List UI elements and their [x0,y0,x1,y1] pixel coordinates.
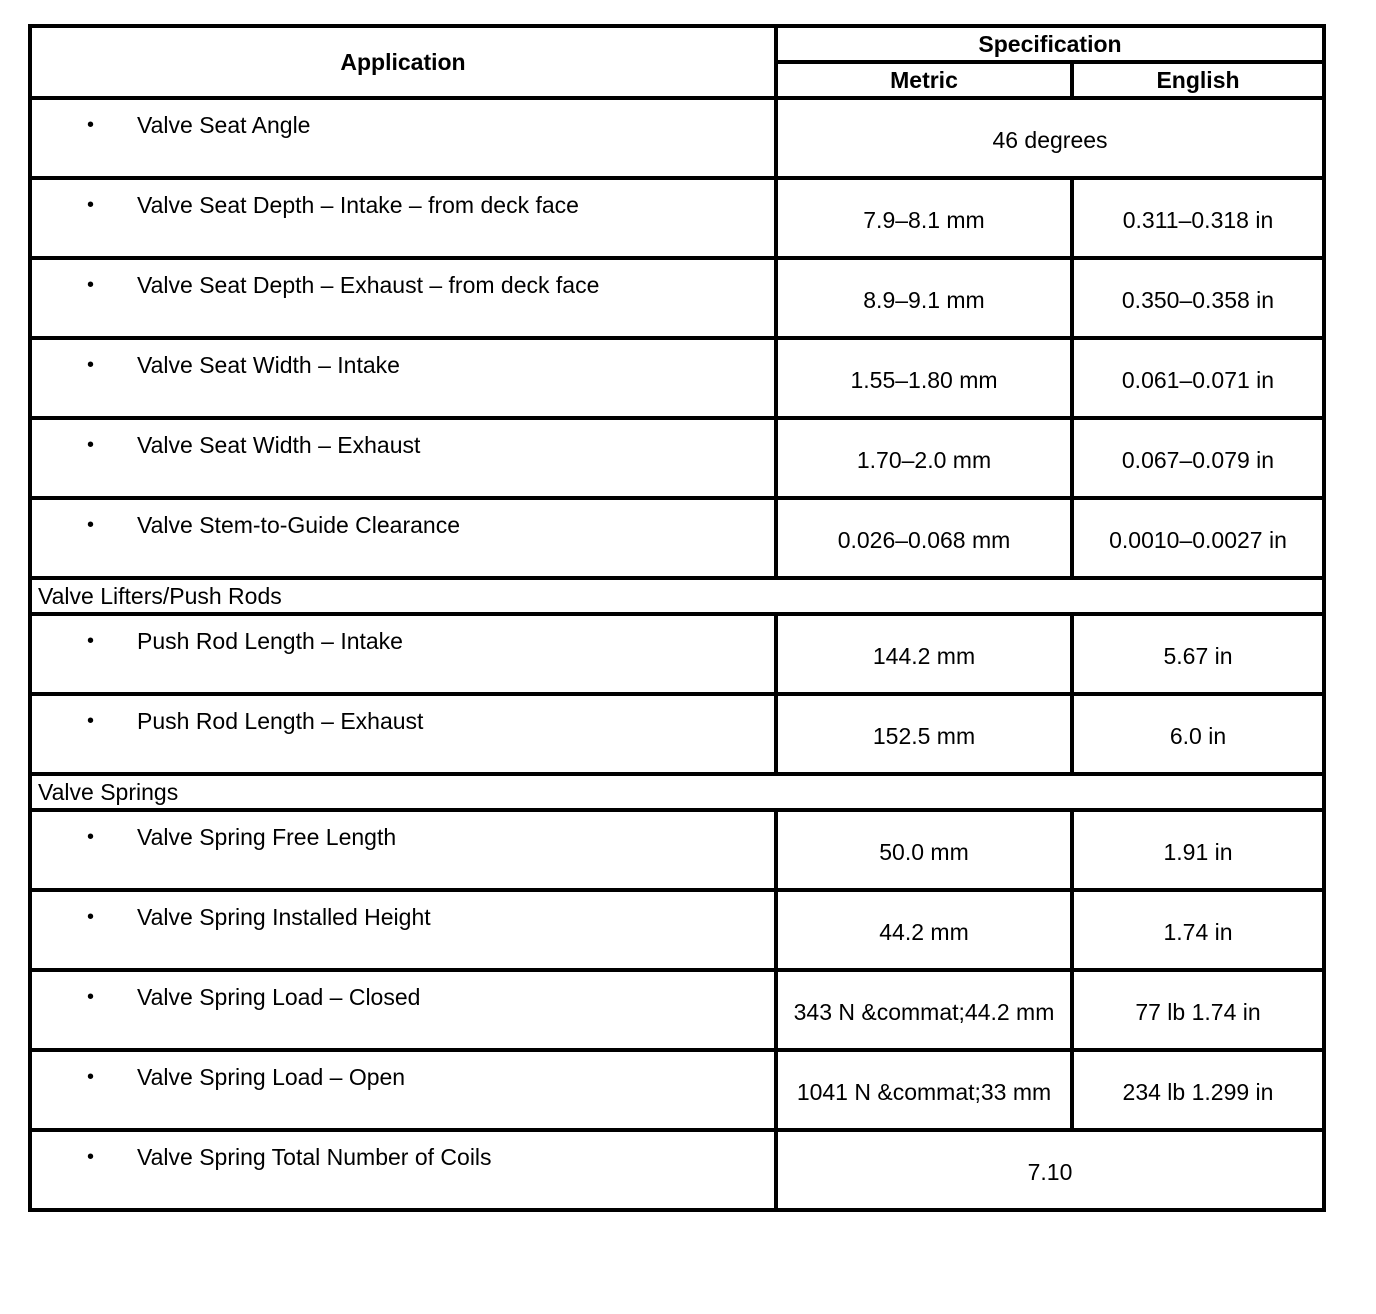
application-cell [30,810,776,890]
table-row [30,418,1324,498]
english-value: 6.0 in [1072,694,1324,774]
application-cell [30,258,776,338]
table-row [30,98,1324,178]
table-row [30,338,1324,418]
table-row [30,1130,1324,1210]
metric-value: 1.55–1.80 mm [776,338,1072,418]
table-row [30,694,1324,774]
application-cell [30,498,776,578]
metric-value: 8.9–9.1 mm [776,258,1072,338]
table-row [30,890,1324,970]
metric-value: 7.9–8.1 mm [776,178,1072,258]
application-cell [30,1050,776,1130]
table-row [30,810,1324,890]
bullet-icon: • [87,986,95,1008]
bullet-icon: • [87,710,95,732]
english-value: 5.67 in [1072,614,1324,694]
english-value: 1.74 in [1072,890,1324,970]
english-value: 77 lb 1.74 in [1072,970,1324,1050]
metric-value: 1.70–2.0 mm [776,418,1072,498]
application-cell [30,338,776,418]
english-value: 0.061–0.071 in [1072,338,1324,418]
application-cell [30,890,776,970]
application-label: Valve Seat Width – Exhaust [137,432,421,458]
specification-header: Specification [776,26,1324,62]
english-value: 0.0010–0.0027 in [1072,498,1324,578]
application-label: Valve Seat Depth – Exhaust – from deck face [137,272,600,298]
specification-value: 46 degrees [776,98,1324,178]
bullet-icon: • [87,630,95,652]
application-label: Valve Spring Load – Open [137,1064,406,1090]
application-cell [30,418,776,498]
table-row [30,178,1324,258]
bullet-icon: • [87,434,95,456]
table-row [30,498,1324,578]
section-row [30,578,1324,614]
application-label: Valve Spring Total Number of Coils [137,1144,492,1170]
application-label: Valve Stem-to-Guide Clearance [137,512,460,538]
english-value: 234 lb 1.299 in [1072,1050,1324,1130]
table-row [30,970,1324,1050]
application-label: Valve Seat Width – Intake [137,352,400,378]
valve-specifications-table [28,24,1326,1212]
section-heading: Valve Lifters/Push Rods [30,578,1324,614]
english-value: 1.91 in [1072,810,1324,890]
english-value: 0.350–0.358 in [1072,258,1324,338]
metric-value: 144.2 mm [776,614,1072,694]
application-cell [30,970,776,1050]
table-row [30,258,1324,338]
table-row [30,614,1324,694]
section-heading: Valve Springs [30,774,1324,810]
specification-value: 7.10 [776,1130,1324,1210]
english-value: 0.067–0.079 in [1072,418,1324,498]
application-label: Push Rod Length – Intake [137,628,403,654]
application-cell [30,178,776,258]
bullet-icon: • [87,1066,95,1088]
application-cell [30,98,776,178]
metric-value: 1041 N &commat;33 mm [776,1050,1072,1130]
application-label: Valve Spring Installed Height [137,904,431,930]
bullet-icon: • [87,354,95,376]
metric-header: Metric [776,62,1072,98]
application-cell [30,1130,776,1210]
bullet-icon: • [87,826,95,848]
table-body [30,98,1324,1210]
english-value: 0.311–0.318 in [1072,178,1324,258]
table-row [30,1050,1324,1130]
application-label: Valve Seat Angle [137,112,311,138]
english-header: English [1072,62,1324,98]
application-label: Push Rod Length – Exhaust [137,708,424,734]
bullet-icon: • [87,274,95,296]
bullet-icon: • [87,906,95,928]
metric-value: 343 N &commat;44.2 mm [776,970,1072,1050]
application-label: Valve Spring Free Length [137,824,397,850]
metric-value: 0.026–0.068 mm [776,498,1072,578]
metric-value: 44.2 mm [776,890,1072,970]
application-cell [30,614,776,694]
metric-value: 50.0 mm [776,810,1072,890]
section-row [30,774,1324,810]
metric-value: 152.5 mm [776,694,1072,774]
application-header: Application [30,26,776,98]
application-cell [30,694,776,774]
application-label: Valve Seat Depth – Intake – from deck face [137,192,579,218]
bullet-icon: • [87,1146,95,1168]
bullet-icon: • [87,114,95,136]
application-label: Valve Spring Load – Closed [137,984,421,1010]
bullet-icon: • [87,514,95,536]
bullet-icon: • [87,194,95,216]
